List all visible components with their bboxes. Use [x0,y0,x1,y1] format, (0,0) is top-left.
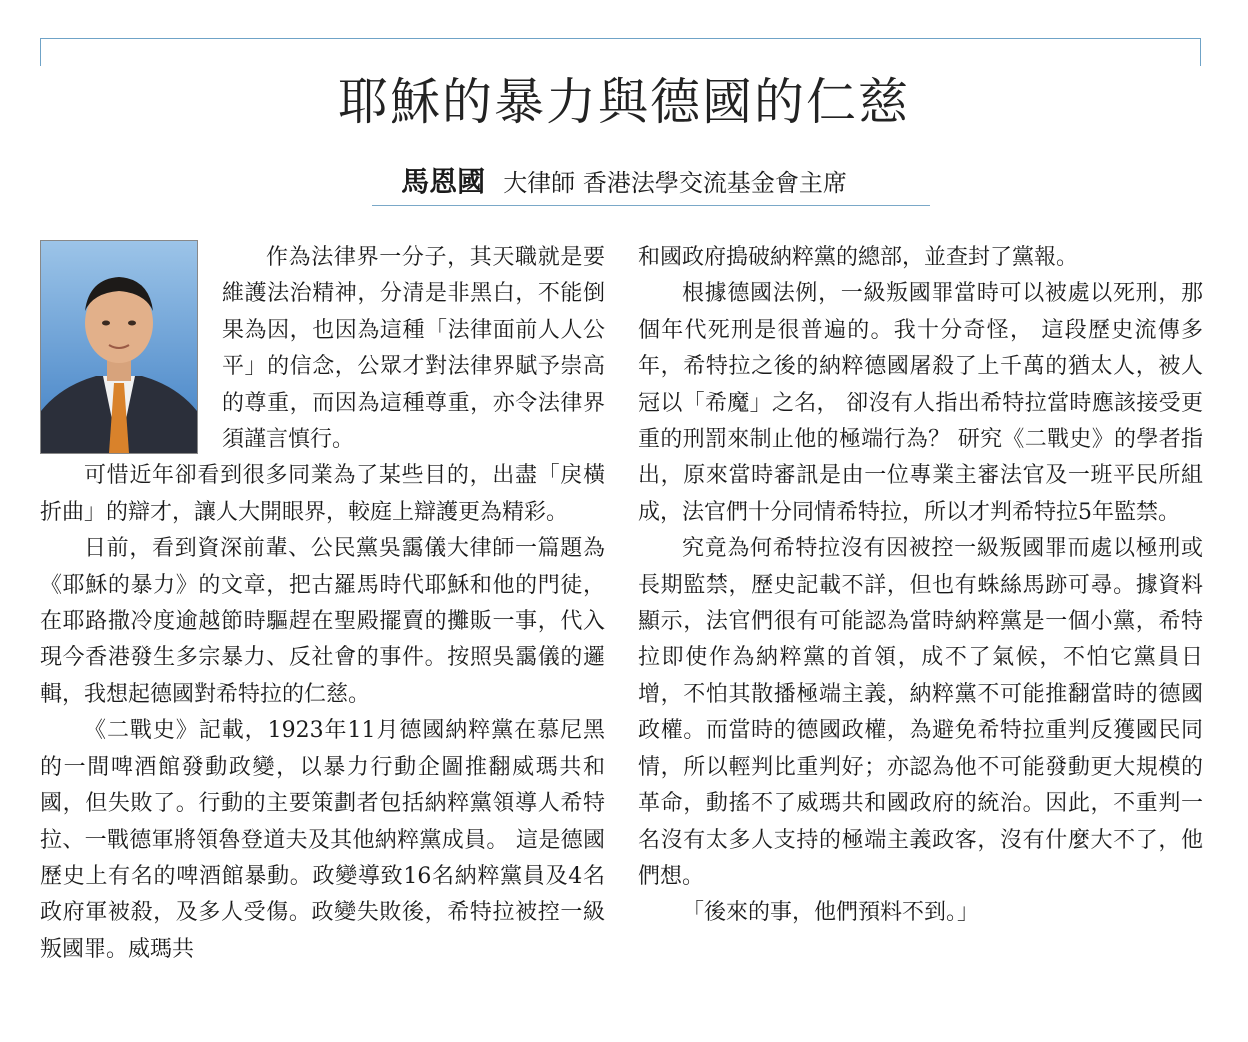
article-column-left [40,240,605,968]
paragraph: 作為法律界一分子，其天職就是要維護法治精神，分清是非黑白，不能倒果為因，也因為這種「法律面前人人公平」的信念，公眾才對法律界賦予崇高的尊重，而因為這種尊重，亦令法律界須謹言慎行。 [222,245,605,453]
author-title: 大律師 香港法學交流基金會主席 [503,169,847,197]
byline [0,160,1248,200]
paragraph: 究竟為何希特拉沒有因被控一級叛國罪而處以極刑或長期監禁，歷史記載不詳，但也有蛛絲馬跡可尋。據資料顯示，法官們很有可能認為當時納粹黨是一個小黨，希特拉即使作為納粹黨的首領，成不了氣候，不怕它黨員日增，不怕其散播極端主義，納粹黨不可能推翻當時的德國政權。而當時的德國政權，為避免希特拉重判反獲國民同情，所以輕判比重判好；亦認為他不可能發動更大規模的革命，動搖不了威瑪共和國政府的統治。因此，不重判一名沒有太多人支持的極端主義政客，沒有什麼大不了，他們想。 [638,536,1203,889]
paragraph: 和國政府搗破納粹黨的總部，並查封了黨報。 [638,245,1079,270]
article-column-right [638,240,1203,932]
byline-divider [372,205,930,206]
paragraph: 可惜近年卻看到很多同業為了某些目的，出盡「戾橫折曲」的辯才，讓人大開眼界，較庭上辯護更為精彩。 [40,463,605,525]
paragraph: 日前，看到資深前輩、公民黨吳靄儀大律師一篇題為《耶穌的暴力》的文章，把古羅馬時代耶穌和他的門徒，在耶路撒冷度逾越節時驅趕在聖殿擺賣的攤販一事，代入現今香港發生多宗暴力、反社會的事件。按照吳靄儀的邏輯，我想起德國對希特拉的仁慈。 [40,536,605,707]
closing-quote: 「後來的事，他們預料不到。」 [682,900,980,926]
article-title: 耶穌的暴力與德國的仁慈 [338,73,910,131]
paragraph: 《二戰史》記載，1923年11月德國納粹黨在慕尼黑的一間啤酒館發動政變，以暴力行動企圖推翻威瑪共和國，但失敗了。行動的主要策劃者包括納粹黨領導人希特拉、一戰德軍將領魯登道夫及其他納粹黨成員。 這是德國歷史上有名的啤酒館暴動。政變導致16名納粹黨員及4名政府軍被殺，及多人受傷。政變失敗後，希特拉被控一級叛國罪。威瑪共 [40,718,605,962]
author-name: 馬恩國 [401,165,486,198]
paragraph: 根據德國法例，一級叛國罪當時可以被處以死刑，那個年代死刑是很普遍的。我十分奇怪， 這段歷史流傳多年，希特拉之後的納粹德國屠殺了上千萬的猶太人，被人冠以「希魔」之名， 卻沒有人指出希特拉當時應該接受更重的刑罰來制止他的極端行為？ 研究《二戰史》的學者指出，原來當時審訊是由一位專業主審法官及一班平民所組成，法官們十分同情希特拉，所以才判希特拉5年監禁。 [638,281,1203,525]
